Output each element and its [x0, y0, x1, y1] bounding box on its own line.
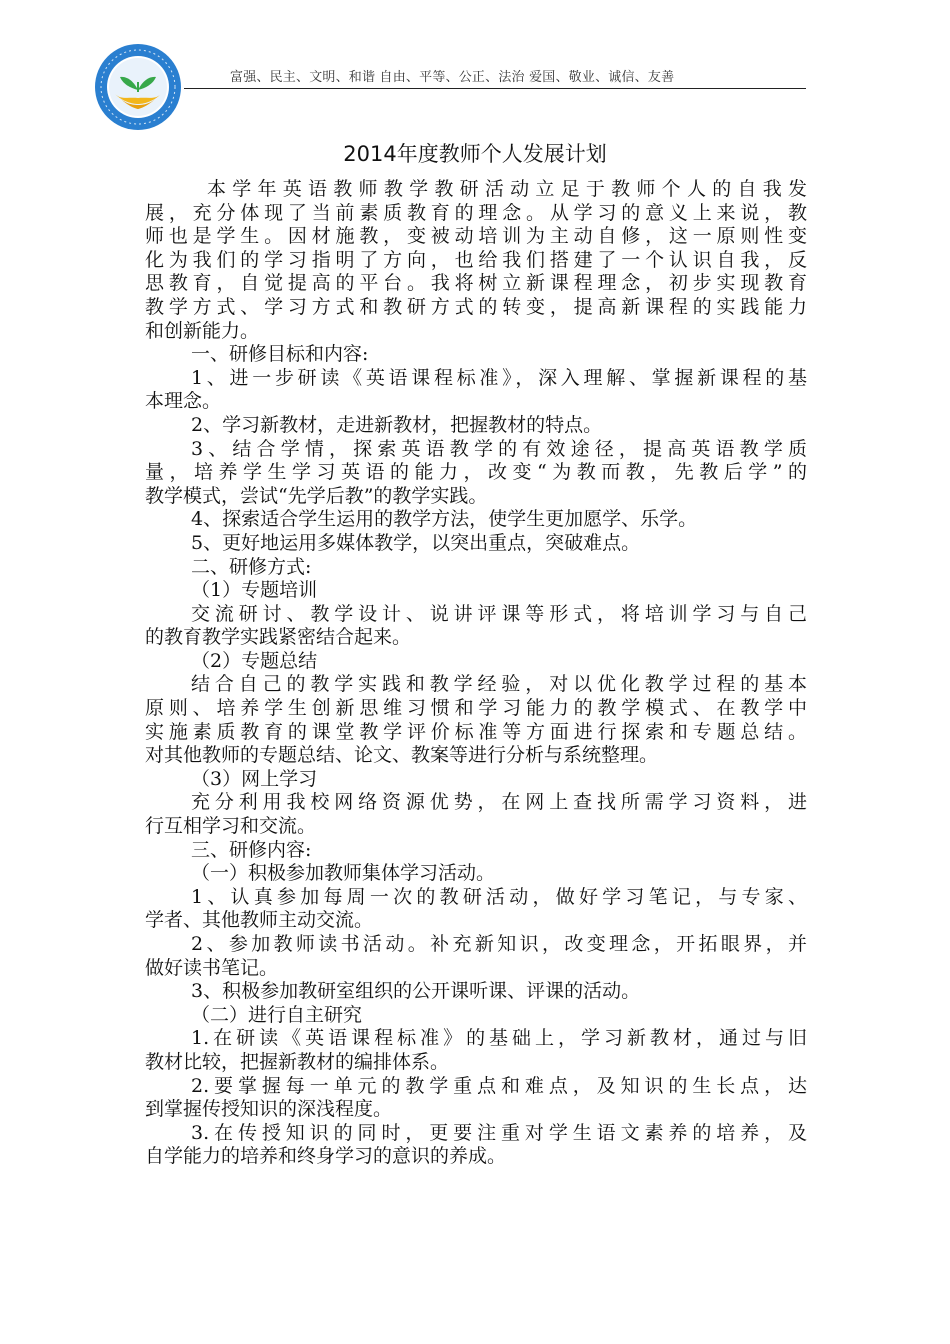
paragraph-line: 化为我们的学习指明了方向，也给我们搭建了一个认识自我，反	[145, 248, 807, 271]
paragraph-line: 的教育教学实践紧密结合起来。	[145, 626, 412, 649]
paragraph-line: 三、研修内容:	[191, 838, 312, 861]
document-title: 2014年度教师个人发展计划	[343, 142, 607, 166]
paragraph-line: 充分利用我校网络资源优势，在网上查找所需学习资料，进	[191, 791, 807, 814]
paragraph-line: 教学方式、学习方式和教研方式的转变，提高新课程的实践能力	[145, 295, 807, 318]
school-logo	[93, 42, 183, 132]
paragraph-line: 师也是学生。因材施教，变被动培训为主动自修，这一原则性变	[145, 225, 807, 248]
paragraph-line: 做好读书笔记。	[145, 956, 279, 979]
paragraph-line: （2）专题总结	[191, 649, 318, 672]
paragraph-line: 1.在研读《英语课程标准》的基础上，学习新教材，通过与旧	[191, 1027, 807, 1050]
paragraph-line: 教学模式，尝试“先学后教”的教学实践。	[145, 484, 488, 507]
paragraph-line: 原则、培养学生创新思维习惯和学习能力的教学模式、在教学中	[145, 697, 807, 720]
paragraph-line: 自学能力的培养和终身学习的意识的养成。	[145, 1145, 507, 1168]
paragraph-line: 1、进一步研读《英语课程标准》，深入理解、掌握新课程的基	[191, 366, 807, 389]
paragraph-line: 1、认真参加每周一次的教研活动，做好学习笔记，与专家、	[191, 885, 807, 908]
paragraph-line: 和创新能力。	[145, 319, 260, 342]
header-slogan: 富强、民主、文明、和谐 自由、平等、公正、法治 爱国、敬业、诚信、友善	[230, 70, 675, 85]
paragraph-line: 交流研讨、教学设计、说讲评课等形式，将培训学习与自己	[191, 602, 807, 625]
paragraph-line: 本理念。	[145, 390, 222, 413]
paragraph-line: 3.在传授知识的同时，更要注重对学生语文素养的培养，及	[191, 1121, 807, 1144]
paragraph-line: 思教育，自觉提高的平台。我将树立新课程理念，初步实现教育	[145, 272, 807, 295]
paragraph-line: 量，培养学生学习英语的能力，改变“为教而教，先教后学”的	[145, 461, 807, 484]
paragraph-line: （二）进行自主研究	[191, 1003, 363, 1026]
paragraph-line: 到掌握传授知识的深浅程度。	[145, 1098, 393, 1121]
paragraph-line: 3、结合学情，探索英语教学的有效途径，提高英语教学质	[191, 437, 807, 460]
paragraph-line: 教材比较，把握新教材的编排体系。	[145, 1050, 450, 1073]
header-divider	[184, 88, 806, 89]
paragraph-line: 行互相学习和交流。	[145, 815, 317, 838]
paragraph-line: （1）专题培训	[191, 579, 318, 602]
paragraph-line: 二、研修方式:	[191, 555, 312, 578]
paragraph-line: 学者、其他教师主动交流。	[145, 909, 374, 932]
paragraph-line: （一）积极参加教师集体学习活动。	[191, 862, 496, 885]
paragraph-line: 4、探索适合学生运用的教学方法，使学生更加愿学、乐学。	[191, 508, 698, 531]
paragraph-line: 结合自己的教学实践和教学经验，对以优化教学过程的基本	[191, 673, 807, 696]
document-body	[145, 178, 807, 1169]
paragraph-line: 5、更好地运用多媒体教学，以突出重点，突破难点。	[191, 531, 641, 554]
paragraph-line: （3）网上学习	[191, 767, 318, 790]
paragraph-line: 2、学习新教材，走进新教材，把握教材的特点。	[191, 413, 603, 436]
paragraph-line: 2、参加教师读书活动。补充新知识，改变理念，开拓眼界，并	[191, 933, 807, 955]
paragraph-line: 2.要掌握每一单元的教学重点和难点，及知识的生长点，达	[191, 1074, 807, 1097]
paragraph-line: 本学年英语教师教学教研活动立足于教师个人的自我发	[207, 178, 807, 200]
paragraph-line: 一、研修目标和内容:	[191, 343, 369, 366]
paragraph-line: 实施素质教育的课堂教学评价标准等方面进行探索和专题总结。	[145, 720, 807, 743]
paragraph-line: 对其他教师的专题总结、论文、教案等进行分析与系统整理。	[145, 744, 659, 767]
paragraph-line: 展，充分体现了当前素质教育的理念。从学习的意义上来说，教	[145, 201, 807, 224]
paragraph-line: 3、积极参加教研室组织的公开课听课、评课的活动。	[191, 980, 641, 1003]
